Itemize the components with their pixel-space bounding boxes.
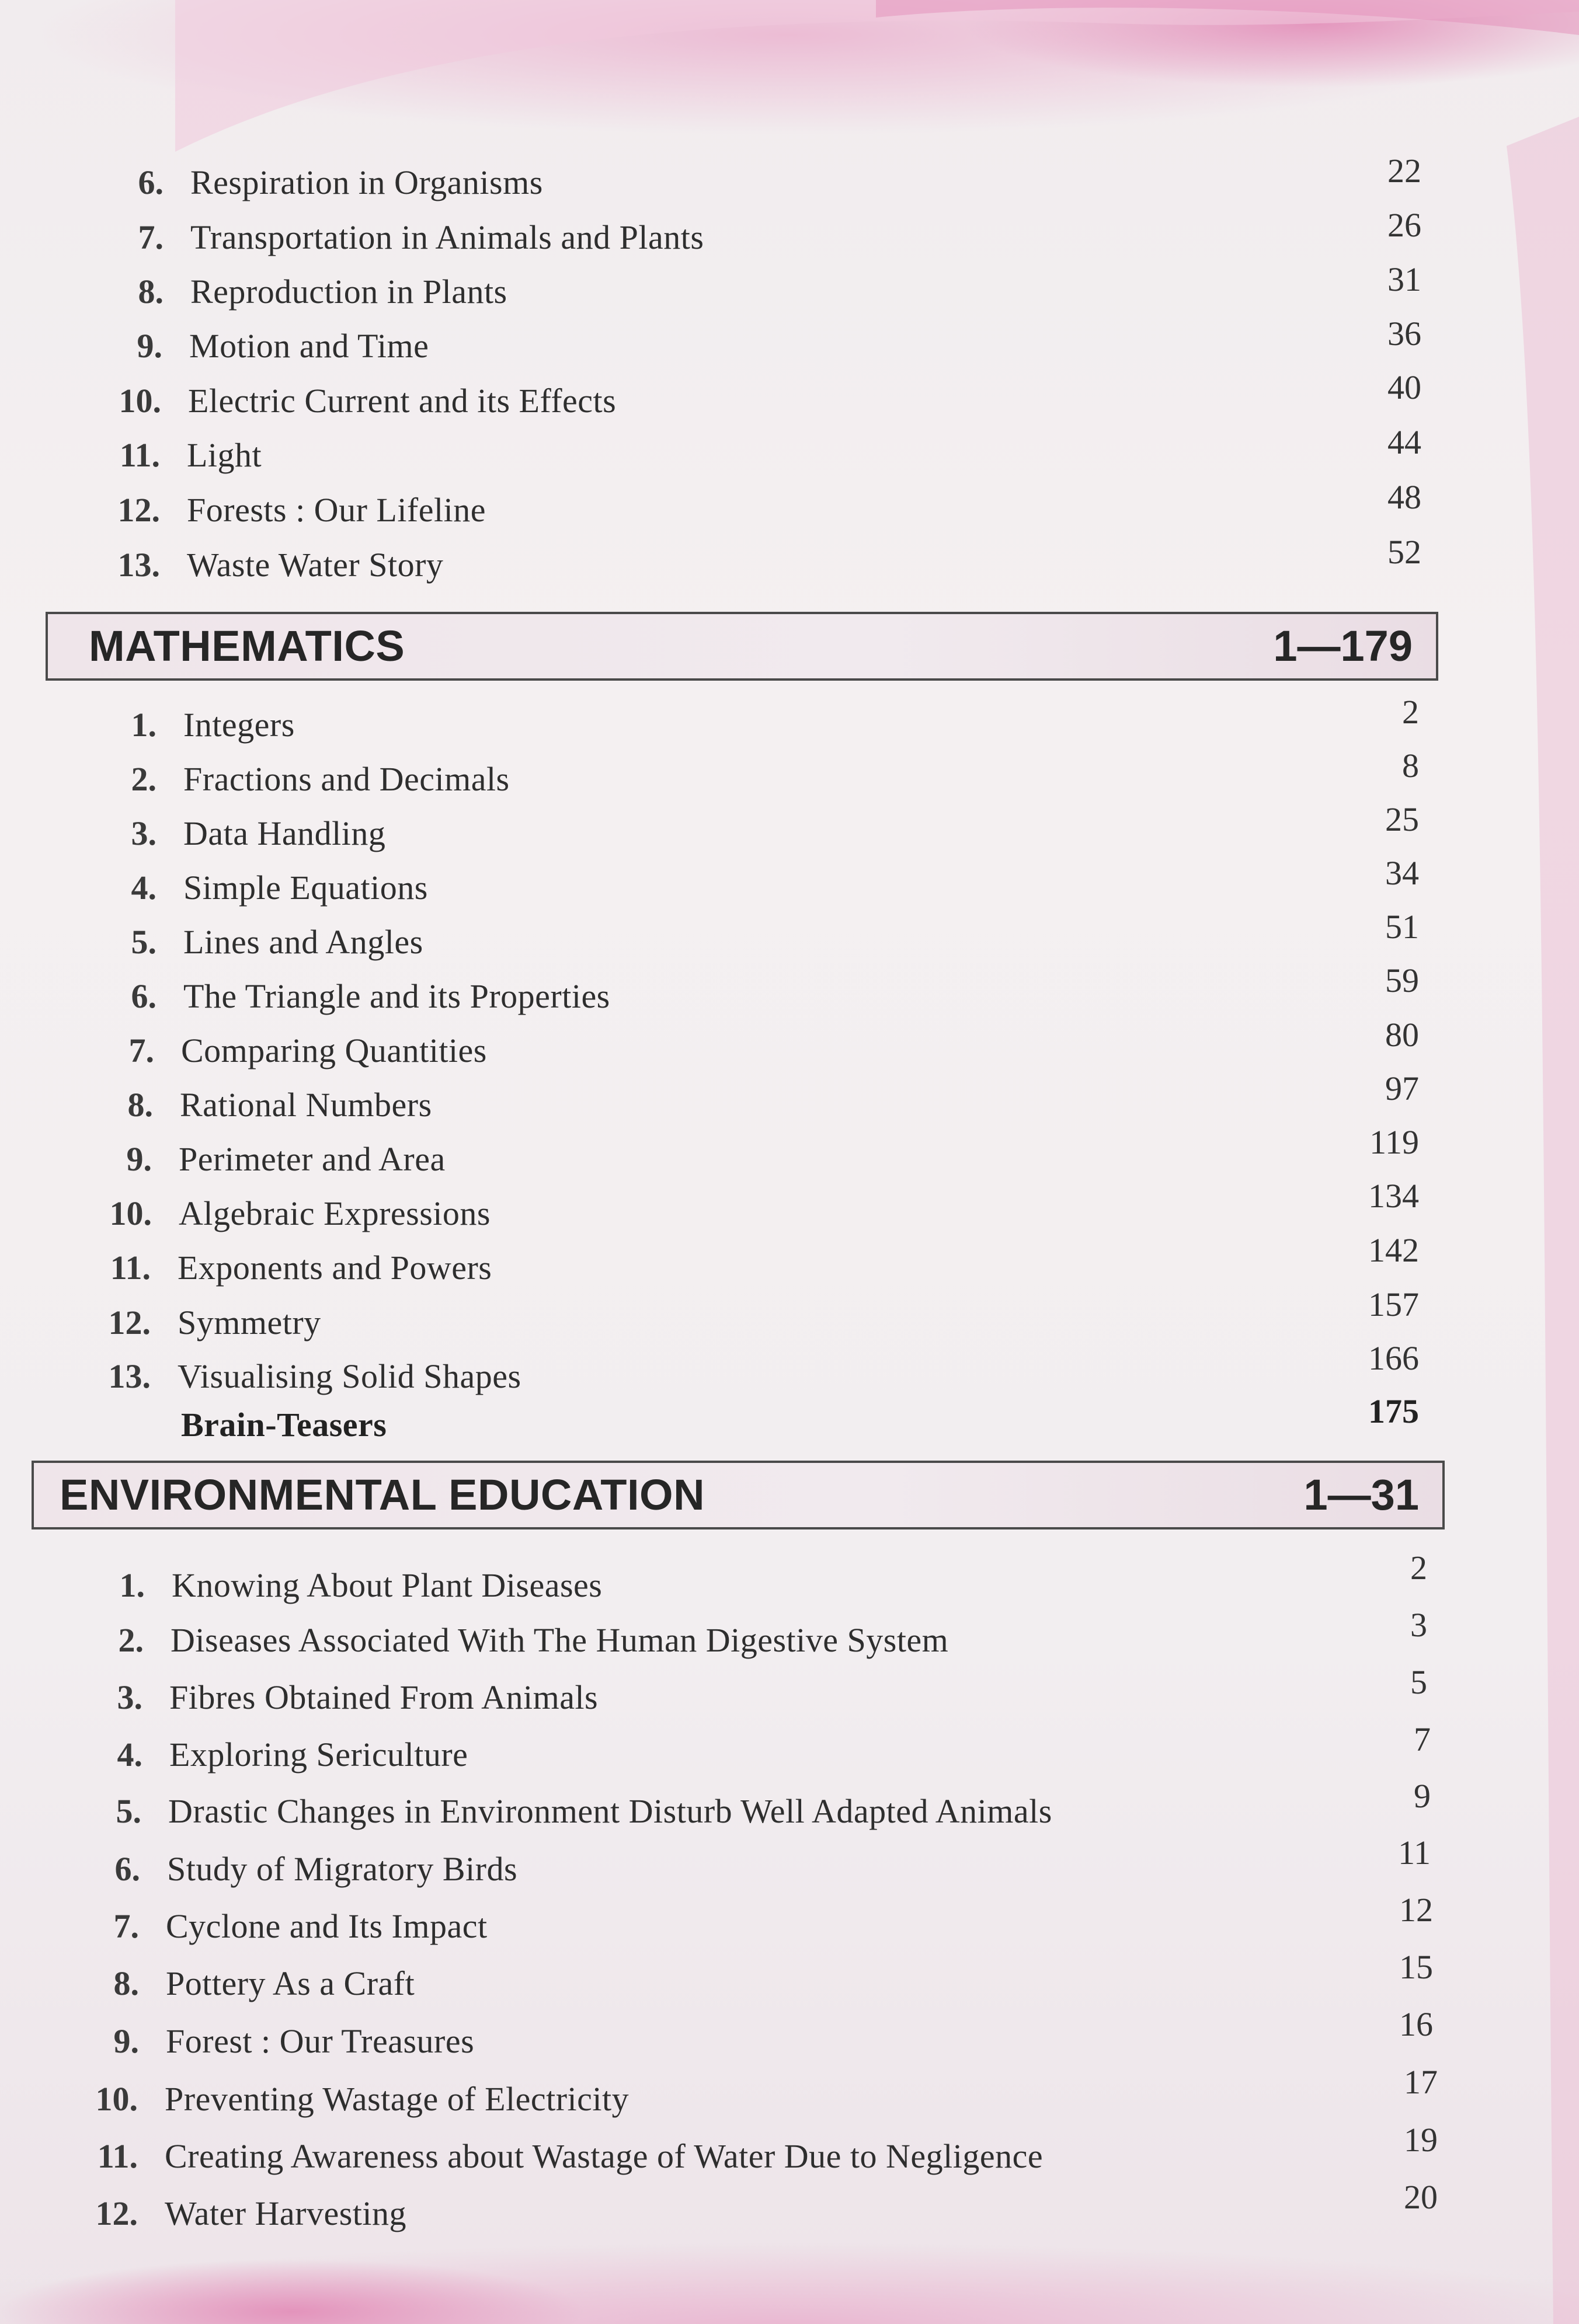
list-item bbox=[95, 2076, 629, 2123]
item-number: 11. bbox=[97, 2137, 138, 2175]
item-number: 10. bbox=[109, 1194, 152, 1232]
item-page: 97 bbox=[1385, 1069, 1419, 1107]
item-title: Cyclone and Its Impact bbox=[166, 1907, 488, 1945]
item-title: Comparing Quantities bbox=[181, 1032, 487, 1069]
item-page: 119 bbox=[1369, 1123, 1419, 1161]
item-page: 5 bbox=[1410, 1663, 1427, 1701]
item-number: 1. bbox=[131, 706, 156, 744]
item-number: 1. bbox=[119, 1566, 145, 1604]
item-title: Water Harvesting bbox=[165, 2194, 406, 2232]
item-number: 11. bbox=[110, 1249, 151, 1287]
item-number: 3. bbox=[117, 1678, 142, 1716]
item-title: Waste Water Story bbox=[187, 546, 444, 584]
item-title: Brain-Teasers bbox=[181, 1406, 387, 1444]
list-item bbox=[113, 1903, 488, 1950]
section-page-range: 1—31 bbox=[1303, 1471, 1419, 1519]
item-title: Exponents and Powers bbox=[178, 1249, 492, 1287]
list-item bbox=[108, 1353, 521, 1400]
item-number: 4. bbox=[131, 869, 156, 907]
list-item bbox=[109, 1190, 491, 1237]
item-number: 12. bbox=[108, 1304, 151, 1342]
item-page: 59 bbox=[1385, 961, 1419, 999]
list-item bbox=[138, 214, 704, 261]
item-page: 34 bbox=[1385, 854, 1419, 892]
item-page: 7 bbox=[1414, 1720, 1431, 1758]
item-page: 134 bbox=[1368, 1177, 1419, 1215]
item-title: Perimeter and Area bbox=[179, 1140, 446, 1178]
item-number: 2. bbox=[118, 1621, 144, 1659]
section-page-range: 1—179 bbox=[1273, 622, 1413, 670]
item-page: 16 bbox=[1399, 2005, 1433, 2043]
item-number: 10. bbox=[119, 382, 161, 420]
item-title: Fractions and Decimals bbox=[183, 760, 510, 798]
item-page: 2 bbox=[1410, 1549, 1427, 1587]
item-number: 9. bbox=[137, 327, 162, 365]
list-item bbox=[114, 1846, 518, 1893]
list-item bbox=[119, 1562, 603, 1609]
item-title: Algebraic Expressions bbox=[179, 1194, 491, 1232]
item-number: 12. bbox=[95, 2194, 138, 2232]
list-item bbox=[138, 159, 543, 206]
list-item bbox=[119, 432, 262, 479]
item-title: Creating Awareness about Wastage of Water Due to Negligence bbox=[165, 2137, 1044, 2175]
item-number: 4. bbox=[117, 1736, 142, 1774]
item-title: Light bbox=[187, 436, 262, 474]
item-page: 40 bbox=[1387, 368, 1421, 406]
item-number: 2. bbox=[131, 760, 156, 798]
item-number: 8. bbox=[138, 273, 164, 311]
item-title: Drastic Changes in Environment Disturb Well Adapted Animals bbox=[168, 1792, 1052, 1830]
item-title: Knowing About Plant Diseases bbox=[172, 1566, 603, 1604]
item-page: 166 bbox=[1368, 1339, 1419, 1377]
list-item bbox=[95, 2190, 406, 2237]
item-page: 51 bbox=[1385, 908, 1419, 946]
item-title: Rational Numbers bbox=[180, 1086, 432, 1124]
item-title: Integers bbox=[183, 706, 295, 744]
item-number: 7. bbox=[138, 218, 164, 256]
item-title: Diseases Associated With The Human Digestive System bbox=[171, 1621, 949, 1659]
item-title: Data Handling bbox=[183, 814, 386, 852]
list-item bbox=[119, 378, 617, 424]
list-item bbox=[110, 1245, 492, 1291]
list-item bbox=[131, 702, 295, 748]
item-title: Reproduction in Plants bbox=[190, 273, 507, 311]
list-item bbox=[113, 1960, 415, 2007]
item-title: Electric Current and its Effects bbox=[188, 382, 617, 420]
item-page: 11 bbox=[1398, 1834, 1431, 1872]
item-number: 13. bbox=[117, 546, 160, 584]
item-title: Forest : Our Treasures bbox=[166, 2022, 475, 2060]
item-number: 5. bbox=[116, 1792, 141, 1830]
list-item bbox=[127, 1082, 432, 1128]
item-title: Motion and Time bbox=[189, 327, 429, 365]
item-number: 6. bbox=[114, 1850, 140, 1888]
list-item bbox=[128, 1027, 487, 1074]
list-item bbox=[97, 2133, 1044, 2180]
item-number: 7. bbox=[113, 1907, 139, 1945]
item-page: 12 bbox=[1399, 1891, 1433, 1929]
list-item bbox=[117, 1731, 468, 1778]
list-item bbox=[118, 1617, 949, 1664]
item-page: 80 bbox=[1385, 1016, 1419, 1054]
item-page: 19 bbox=[1404, 2121, 1438, 2159]
item-page: 15 bbox=[1399, 1948, 1433, 1986]
item-number: 9. bbox=[113, 2022, 139, 2060]
item-number: 6. bbox=[138, 163, 164, 201]
item-page: 44 bbox=[1387, 423, 1421, 461]
list-item bbox=[131, 810, 386, 857]
item-title: Fibres Obtained From Animals bbox=[169, 1678, 599, 1716]
item-number: 6. bbox=[131, 977, 156, 1015]
list-item bbox=[138, 269, 507, 315]
item-number: 7. bbox=[128, 1032, 154, 1069]
item-number: 13. bbox=[108, 1357, 151, 1395]
item-number: 12. bbox=[117, 491, 160, 529]
list-item bbox=[131, 919, 423, 966]
item-number: 11. bbox=[119, 436, 160, 474]
item-page: 8 bbox=[1402, 747, 1419, 785]
item-number: 10. bbox=[95, 2080, 138, 2118]
section-title: MATHEMATICS bbox=[89, 622, 405, 670]
item-title: Forests : Our Lifeline bbox=[187, 491, 486, 529]
item-number: 8. bbox=[127, 1086, 153, 1124]
item-title: Lines and Angles bbox=[183, 923, 423, 961]
list-item bbox=[131, 865, 428, 911]
item-page: 22 bbox=[1387, 152, 1421, 190]
item-title: Preventing Wastage of Electricity bbox=[165, 2080, 629, 2118]
item-page: 9 bbox=[1414, 1777, 1431, 1815]
list-item bbox=[137, 323, 429, 370]
item-page: 52 bbox=[1387, 533, 1421, 571]
list-item bbox=[117, 1674, 599, 1721]
section-title: ENVIRONMENTAL EDUCATION bbox=[60, 1471, 705, 1519]
item-title: Transportation in Animals and Plants bbox=[190, 218, 704, 256]
item-number: 5. bbox=[131, 923, 156, 961]
list-item bbox=[116, 1788, 1052, 1835]
item-page: 175 bbox=[1368, 1392, 1419, 1430]
item-page: 26 bbox=[1387, 206, 1421, 244]
item-page: 20 bbox=[1404, 2178, 1438, 2216]
list-item-brain-teasers bbox=[181, 1402, 387, 1448]
item-page: 31 bbox=[1387, 260, 1421, 298]
item-title: Symmetry bbox=[178, 1304, 321, 1342]
list-item bbox=[126, 1136, 446, 1183]
list-item bbox=[113, 2018, 475, 2065]
item-title: Respiration in Organisms bbox=[190, 163, 543, 201]
item-page: 2 bbox=[1402, 693, 1419, 731]
item-title: The Triangle and its Properties bbox=[183, 977, 610, 1015]
item-title: Study of Migratory Birds bbox=[167, 1850, 518, 1888]
list-item bbox=[131, 756, 510, 803]
list-item bbox=[117, 487, 486, 534]
mathematics-heading-box bbox=[46, 612, 1438, 681]
item-title: Visualising Solid Shapes bbox=[178, 1357, 521, 1395]
item-page: 25 bbox=[1385, 800, 1419, 838]
item-page: 48 bbox=[1387, 478, 1421, 516]
item-title: Simple Equations bbox=[183, 869, 428, 907]
item-page: 3 bbox=[1410, 1606, 1427, 1644]
item-page: 17 bbox=[1404, 2063, 1438, 2101]
list-item bbox=[108, 1299, 321, 1346]
list-item bbox=[117, 542, 444, 588]
list-item bbox=[131, 973, 610, 1020]
item-page: 142 bbox=[1368, 1231, 1419, 1269]
item-title: Exploring Sericulture bbox=[169, 1736, 468, 1774]
item-number: 3. bbox=[131, 814, 156, 852]
item-number: 9. bbox=[126, 1140, 152, 1178]
item-number: 8. bbox=[113, 1964, 139, 2002]
item-title: Pottery As a Craft bbox=[166, 1964, 415, 2002]
item-page: 157 bbox=[1368, 1285, 1419, 1323]
item-page: 36 bbox=[1387, 315, 1421, 353]
environmental-heading-box bbox=[32, 1461, 1445, 1529]
